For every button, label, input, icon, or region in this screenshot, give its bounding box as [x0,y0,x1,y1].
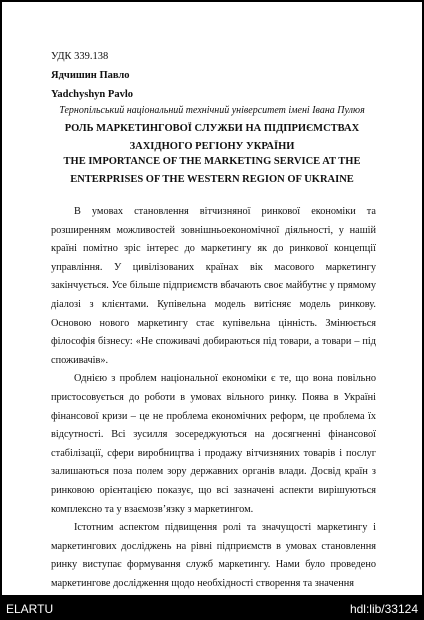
body-text [51,203,376,593]
paragraph: Істотним аспектом підвищення ролі та значущості маркетингу і маркетингових досліджень на рівні підприємств в умовах становлення ринку виступає формування служб маркетингу. Нами було проведено маркетингове дослідження щодо необхідності створення та значення [51,522,376,589]
author-name-ua: Ядчишин Павло [51,70,130,81]
title-en-line-1: THE IMPORTANCE OF THE MARKETING SERVICE AT THE [63,156,361,167]
paragraph: Однією з проблем національної економіки є те, що вона повільно пристосовується до роботи в умовах вільного ринку. Поява в Україні фінансової кризи – це не проблема економічних реформ, це проблема їх відсутності. Всі зусилля зосереджуються на досягненні фінансової стабілізації, сфери виробництва і продажу вітчизняних товарів і послуг залишаються поза полем зору державних органів влади. Досвід країн з ринковою орієнтацією показує, що всі зазначені аспекти вирішуються комплексно та у взаємозв’язку з маркетингом. [51,373,376,515]
repository-name: ELARTU [6,602,54,616]
title-ua-line-2: ЗАХІДНОГО РЕГІОНУ УКРАЇНИ [129,141,295,152]
title-ua-line-1: РОЛЬ МАРКЕТИНГОВОЇ СЛУЖБИ НА ПІДПРИЄМСТВАХ [64,123,360,134]
paragraph: В умовах становлення вітчизняної ринкової економіки та розширенням можливостей зовнішньоекономічної діяльності, у нашій країні помітно зріс інтерес до маркетингу як до ринкової концепції управління. У цивілізованих країнах вік масового маркетингу закінчується. Усе більше підприємств вбачають своє майбутнє у прямому діалозі з клієнтами. Купівельна модель витісняє модель ринкову. Основою нового маркетингу стає купівельна цінність. Змінюється філософія бізнесу: «Не споживачі добираються під товари, а товари – під споживачів». [51,206,376,366]
title-english [32,153,392,189]
footer-bar [0,597,424,620]
handle-identifier[interactable]: hdl:lib/33124 [349,602,418,616]
title-ukrainian [32,120,392,156]
author-name-en: Yadchyshyn Pavlo [51,89,133,100]
udc-code: УДК 339.138 [51,51,109,62]
affiliation: Тернопільський національний технічний університет імені Івана Пулюя [59,105,365,116]
title-en-line-2: ENTERPRISES OF THE WESTERN REGION OF UKRAINE [70,174,354,185]
